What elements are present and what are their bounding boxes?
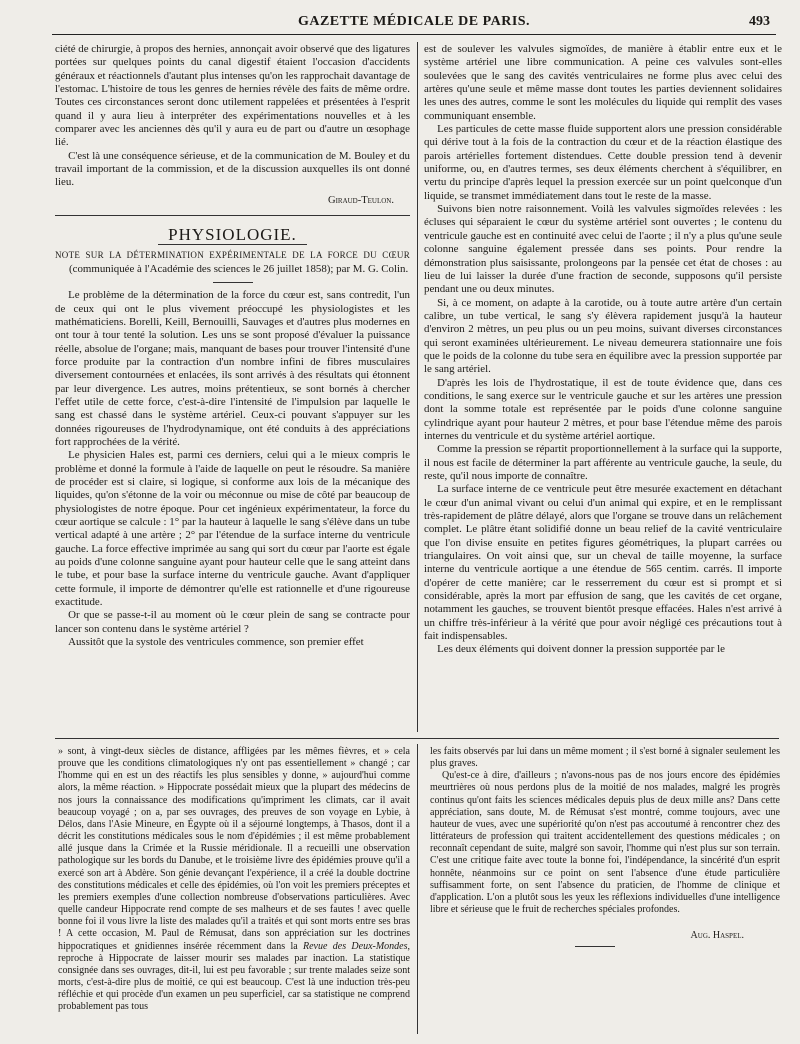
paragraph: Si, à ce moment, on adapte à la carotide, ou à toute autre artère d'un certain calibre, un tube vertical, le sang s'y élèvera rapidement jusqu'à la hauteur d'environ 2 mètres, un peu plus ou un peu moins, suivant diverses circonstances qui seront examinées ultérieurement. Le niveau demeurera stationnaire une fois que le poids de la colonne du tube sera en équilibre avec la pression supportée par le sang artériel. <box>424 296 782 376</box>
footnote-paragraph: Qu'est-ce à dire, d'ailleurs ; n'avons-nous pas de nos jours encore des épidémies meurtrières où nous perdons plus de la moitié de nos malades, malgré les progrès continus qu'ont faits les sciences médicales depuis plus de deux mille ans? Dans cette appréciation, sans doute, M. de Rémusat s'est montré, comme toujours, avec une hauteur de vues, avec une supériorité qu'on n'est pas accoutumé à rencontrer chez des littérateurs de profession qui traitent accidentellement des questions médicales ; on reconnaît cependant de suite, malgré son savoir, l'homme qui n'est plus sur son terrain. C'est une critique faite avec toute la bonne foi, l'indépendance, la sincérité d'un esprit honnête, néanmoins sur ce point on sent l'absence d'une étude particulière suffisamment forte, on sent l'absence du praticien, de l'homme de clinique et d'application. L'on a plutôt sous les yeux les réflexions individuelles d'une intelligence libre et sérieuse que le fruit de recherches spéciales profondes. <box>430 770 780 916</box>
article-title <box>55 249 410 276</box>
column-divider <box>417 42 418 732</box>
paragraph: D'après les lois de l'hydrostatique, il est de toute évidence que, dans ces conditions, le sang exerce sur le ventricule gauche et sur les artères une pression dont la somme totale est représentée par le poids d'une colonne sanguine cylindrique ayant pour hauteur 2 mètres, et pour base l'étendue même des parois internes du ventricule et du système artériel aortique. <box>424 376 782 442</box>
paragraph: Or que se passe-t-il au moment où le cœur plein de sang se contracte pour lancer son contenu dans le système artériel ? <box>55 609 410 635</box>
right-column <box>424 43 782 657</box>
paragraph: Suivons bien notre raisonnement. Voilà les valvules sigmoïdes relevées : les écluses qui séparaient le cœur du système artériel sont ouvertes ; le contenu du ventricule gauche est en continuité avec celui de l'aorte ; il n'y a plus qu'une seule colonne sanguine également pressée dans ses points. Pour rendre la démonstration plus saisissante, prolongeons par la pensée cet état de choses : au lieu de lui laisser la durée d'une fraction de seconde, supposons qu'il persiste pendant une ou deux minutes. <box>424 203 782 296</box>
footnote-right-column <box>430 746 780 942</box>
paragraph: La surface interne de ce ventricule peut être mesurée exactement en détachant le cœur d'un animal vivant ou celui d'un animal qui expire, et en le remplissant très-rapidement de plâtre délayé, alors que l'organe se trouve dans un relâchement complet. Le plâtre étant solidifié donne un beau relief de la cavité ventriculaire que l'on divise ensuite en petites figures géométriques, la plupart carrées ou triangulaires. On voit ainsi que, sur un cheval de taille moyenne, la surface interne du ventricule aortique a une étendue de 565 centim. carrés. Il importe d'opérer de cette manière; car le resserrement du cœur est si prompt et si considérable, après la mort par effusion de sang, que les cavités de cet organe, notamment les gauches, se trouvent bientôt presque effacées. Hales n'est arrivé à un chiffre très-inférieur à la vérité que pour avoir négligé ces précautions tout à fait indispensables. <box>424 483 782 643</box>
paragraph: ciété de chirurgie, à propos des hernies, annonçait avoir observé que des ligatures portées sur quelques points du canal digestif étaient l'occasion d'accidents généraux et réactionnels d'autant plus intenses qu'on les rapprochait davantage de l'estomac. L'histoire de tous les genres de hernies révèle des faits de même ordre. Toutes ces circonstances seront donc utilement rappelées et présentées à l'esprit quand il y aura lieu à interpréter des expérimentations nouvelles et à les comparer avec les anciennes dès qu'il y aura eu de part ou d'autre un œsophage lié. <box>55 43 410 149</box>
section-title: PHYSIOLOGIE. <box>158 228 307 245</box>
paragraph: Le problème de la détermination de la force du cœur est, sans contredit, l'un de ceux qui ont le plus vivement préoccupé les physiologistes et les mathématiciens. Borelli, Keill, Bernouilli, Sauvages et d'autres plus modernes en ont tour à tour tenté la solution. Les uns se sont proposé d'évaluer la puissance réelle, absolue de l'organe; mais, manquant de bases pour trouver l'intensité d'une force produite par la contraction d'un nombre infini de fibres musculaires diversement contournées et enlacées, ils sont arrivés à des résultats qui étonnent par leur divergence. Les autres, moins prétentieux, se sont bornés à chercher l'effet utile de cette force, c'est-à-dire l'intensité de l'impulsion par laquelle le sang est chassé dans le système artériel. Ceux-ci pouvant s'appuyer sur les données rigoureuses de l'hydrodynamique, ont été conduits à des appréciations fort rapprochées de la vérité. <box>55 289 410 448</box>
paragraph: Les deux éléments qui doivent donner la pression supportée par le <box>437 643 725 656</box>
paragraph: Comme la pression se répartit proportionnellement à la surface qui la supporte, il nous est facile de déterminer la part afférente au ventricule gauche, la seule, du reste, qu'il nous importe de connaître. <box>424 443 782 482</box>
journal-name: Revue des Deux-Mondes <box>303 940 408 952</box>
footnote-text: , reproche à Hippocrate de laisser mourir ses malades par inaction. La statistique consignée dans ses ouvrages, dit-il, lui est peu favorable ; sur trente malades seize sont morts, c'est-à-dire plus de moitié, ce qui est beaucoup. C'est là une induction très-peu réfléchie et qui procède d'un examen un peu superficiel, car sa statistique ne comprend probablement pas tous <box>58 940 410 1013</box>
closing-rule <box>575 946 615 947</box>
paragraph: est de soulever les valvules sigmoïdes, de manière à établir entre eux et le système artériel une libre communication. A peine ces valvules sont-elles soulevées que le sang des cavités ventriculaires ne forme plus avec celui des artères qu'une seule et même masse dont toutes les parties deviennent solidaires les unes des autres, comme le sont les molécules du liquide qui remplit des vases communiquant ensemble. <box>424 43 782 122</box>
paragraph: Aussitôt que la systole des ventricules commence, son premier effet <box>68 636 364 649</box>
author-signature: Giraud-Teulon. <box>327 194 394 206</box>
footnote-column-divider <box>417 744 418 1034</box>
footnote-rule <box>55 738 779 739</box>
article-title-caps: NOTE SUR LA DÉTERMINATION EXPÉRIMENTALE DE LA FORCE DU CŒUR <box>55 250 410 261</box>
section-rule <box>55 215 410 216</box>
page-number: 493 <box>749 14 770 29</box>
journal-title: GAZETTE MÉDICALE DE PARIS. <box>297 14 531 29</box>
paragraph: Le physicien Hales est, parmi ces derniers, celui qui a le mieux compris le problème et donné la formule à l'aide de laquelle on peut le résoudre. Sa manière de procéder est si claire, si logique, si conforme aux lois de la mécanique des liquides, qu'on s'étonne de la voir ou méconnue ou mise de côté par beaucoup de physiologistes de notre époque. Pour cet ingénieux expérimentateur, la force du cœur aortique se calcule : 1° par la hauteur à laquelle le sang s'élève dans un tube vertical adapté à une artère ; 2° par l'étendue de la surface interne du ventricule gauche. La force effective imprimée au sang qui sort du cœur par l'aorte est égale au poids d'une colonne sanguine ayant pour hauteur celle que le sang atteint dans le tube, et pour base la surface interne du ventricule gauche. Avant d'appliquer cette formule, il importe de démontrer qu'elle est rationnelle et d'une rigoureuse exactitude. <box>55 449 410 609</box>
footnote-paragraph: les faits observés par lui dans un même moment ; il s'est borné à signaler seulement les plus graves. <box>430 746 780 770</box>
paragraph: C'est là une conséquence sérieuse, et de la communication de M. Bouley et du travail important de la commission, et de la discussion auxquelles ils ont donné lieu. <box>55 149 410 189</box>
footnote-text: » sont, à vingt-deux siècles de distance, affligées par les mêmes fièvres, et » cela prouve que les conditions climatologiques n'y ont pas essentiellement » changé ; car l'homme qui en est un des réactifs les plus sensibles y donne, » aujourd'hui comme alors, la même réaction. » Hippocrate possédait mieux que la plupart des médecins de nos jours la connaissance des modifications qu'impriment les climats, car il avait beaucoup voyagé ; on a, par ses ouvrages, des preuves de son voyage en Lybie, à Délos, dans l'Asie Mineure, en Égypte où il a séjourné longtemps, à Thasos, dont il a décrit les constitutions médicales sous le nom d'épidémies ; il est même probablement allé jusque dans la Crimée et la Russie méridionale. Il a recueilli une observation pathologique sur les bords du Danube, et le troisième livre des épidémies prouve qu'il a exercé son art à Abdère. Son génie devançant l'expérience, il a créé la double doctrine des constitutions médicales et celle des épidémies, où l'on voit les premiers préceptes et les premiers exemples d'une collection nombreuse d'observations particulières. Avec quelle candeur Hippocrate rend compte de ses malheurs et de ses fautes ! avec quelle bonne foi il vous livre la liste des malades qu'il a traités et qui sont morts entre ses bras ! A cette occasion, M. Paul de Rémusat, dans son appréciation sur les doctrines hippocratiques et gnidiennes insérée récemment dans la <box>58 746 410 952</box>
footnote-paragraph <box>58 746 410 1013</box>
section-heading <box>55 225 410 245</box>
footnote-signature: Aug. Haspel. <box>690 930 744 942</box>
page-header <box>52 12 776 35</box>
left-column <box>55 43 410 649</box>
paragraph: Les particules de cette masse fluide supportent alors une pression considérable qui dérive tout à la fois de la contraction du cœur et de la réaction élastique des parois artérielles fortement distendues. Cette double pression tend à devenir uniforme, ou, en d'autres termes, ses deux éléments cherchent à s'équilibrer, en vertu du principe d'après lequel la pression exercée sur un point quelconque d'un liquide, se transmet immédiatement dans tout le reste de la masse. <box>424 123 782 202</box>
short-rule <box>213 282 253 283</box>
footnote-left-column <box>58 746 410 1013</box>
article-title-rest: (communiquée à l'Académie des sciences le 26 juillet 1858); par M. G. Colin. <box>69 262 409 275</box>
